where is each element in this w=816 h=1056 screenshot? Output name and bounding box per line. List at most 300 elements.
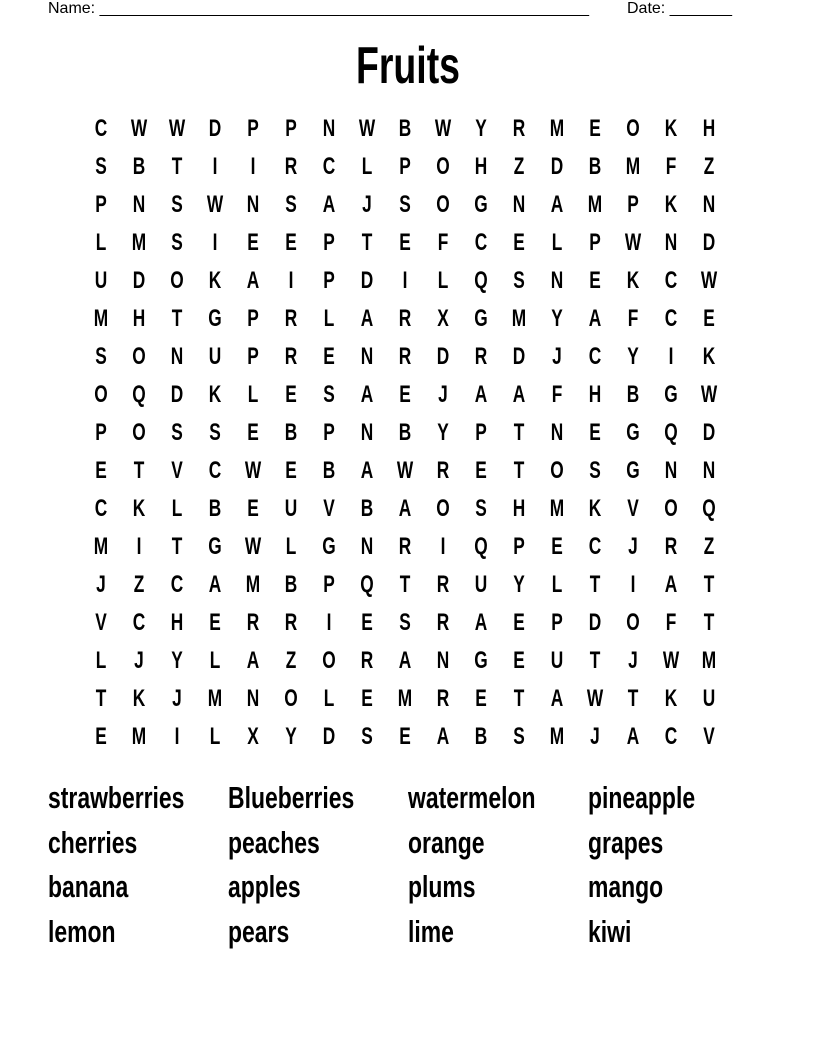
grid-letter: U xyxy=(702,685,716,712)
grid-letter: V xyxy=(95,609,107,636)
grid-letter: B xyxy=(132,153,146,180)
grid-letter: F xyxy=(627,305,639,332)
grid-letter: D xyxy=(702,419,716,446)
grid-letter: B xyxy=(284,419,298,446)
word-list-item: orange xyxy=(408,824,485,860)
word-list-item: banana xyxy=(48,869,129,904)
grid-letter: L xyxy=(551,229,563,256)
grid-letter: S xyxy=(323,381,335,408)
grid-letter: Z xyxy=(285,647,297,674)
grid-letter: J xyxy=(628,647,638,674)
grid-letter: E xyxy=(513,647,525,674)
grid-letter: G xyxy=(474,647,488,674)
grid-letter: E xyxy=(323,343,335,370)
grid-letter: D xyxy=(550,153,564,180)
grid-letter: H xyxy=(474,153,488,180)
grid-letter: O xyxy=(436,191,450,218)
grid-letter: R xyxy=(664,533,678,560)
grid-letter: I xyxy=(630,571,636,598)
grid-letter: K xyxy=(208,381,222,408)
word-list-item: pineapple xyxy=(588,780,696,815)
grid-letter: S xyxy=(209,419,221,446)
grid-letter: Q xyxy=(360,571,374,598)
grid-letter: F xyxy=(437,229,449,256)
grid-letter: E xyxy=(703,305,715,332)
grid-letter: W xyxy=(244,457,262,484)
grid-letter: N xyxy=(512,191,526,218)
grid-letter: I xyxy=(212,153,218,180)
grid-letter: W xyxy=(396,457,414,484)
grid-letter: E xyxy=(513,229,525,256)
grid-letter: Y xyxy=(627,343,639,370)
grid-letter: T xyxy=(133,457,145,484)
grid-letter: E xyxy=(589,267,601,294)
grid-letter: B xyxy=(626,381,640,408)
grid-letter: Q xyxy=(474,533,488,560)
grid-letter: R xyxy=(284,153,298,180)
grid-letter: N xyxy=(664,229,678,256)
grid-letter: H xyxy=(512,495,526,522)
grid-letter: I xyxy=(668,343,674,370)
grid-letter: B xyxy=(360,495,374,522)
date-field-line: Date: _______ xyxy=(627,0,732,17)
grid-letter: O xyxy=(132,343,146,370)
grid-letter: U xyxy=(550,647,564,674)
grid-letter: R xyxy=(284,305,298,332)
name-field-line: Name: _______________________________________________________ xyxy=(48,0,589,17)
grid-letter: P xyxy=(247,305,259,332)
grid-letter: B xyxy=(284,571,298,598)
grid-letter: A xyxy=(436,723,450,750)
grid-letter: K xyxy=(588,495,602,522)
grid-letter: S xyxy=(475,495,487,522)
grid-letter: S xyxy=(399,609,411,636)
grid-letter: B xyxy=(588,153,602,180)
grid-letter: O xyxy=(322,647,336,674)
grid-letter: A xyxy=(626,723,640,750)
grid-letter: A xyxy=(588,305,602,332)
grid-letter: M xyxy=(549,115,565,142)
grid-letter: W xyxy=(662,647,680,674)
grid-letter: S xyxy=(361,723,373,750)
grid-letter: O xyxy=(132,419,146,446)
grid-letter: T xyxy=(627,685,639,712)
grid-letter: N xyxy=(246,685,260,712)
grid-letter: T xyxy=(95,685,107,712)
grid-letter: N xyxy=(170,343,184,370)
grid-letter: C xyxy=(664,305,678,332)
grid-letter: E xyxy=(361,685,373,712)
grid-letter: U xyxy=(208,343,222,370)
grid-letter: R xyxy=(284,343,298,370)
grid-letter: W xyxy=(358,115,376,142)
word-list-item: Blueberries xyxy=(228,780,355,815)
word-list-item: lime xyxy=(408,913,454,949)
grid-letter: V xyxy=(703,723,715,750)
grid-letter: L xyxy=(285,533,297,560)
grid-letter: G xyxy=(474,191,488,218)
grid-letter: I xyxy=(174,723,180,750)
grid-letter: P xyxy=(323,229,335,256)
grid-letter: T xyxy=(361,229,373,256)
grid-letter: G xyxy=(474,305,488,332)
grid-letter: C xyxy=(588,343,602,370)
grid-letter: W xyxy=(586,685,604,712)
grid-letter: J xyxy=(134,647,144,674)
grid-letter: J xyxy=(552,343,562,370)
grid-letter: Q xyxy=(702,495,716,522)
grid-letter: E xyxy=(95,723,107,750)
grid-letter: I xyxy=(288,267,294,294)
grid-letter: R xyxy=(398,305,412,332)
grid-letter: J xyxy=(590,723,600,750)
grid-letter: S xyxy=(513,267,525,294)
grid-letter: D xyxy=(208,115,222,142)
grid-letter: M xyxy=(549,723,565,750)
grid-letter: A xyxy=(246,647,260,674)
grid-letter: B xyxy=(322,457,336,484)
grid-letter: C xyxy=(208,457,222,484)
grid-letter: G xyxy=(322,533,336,560)
grid-letter: R xyxy=(436,571,450,598)
grid-letter: K xyxy=(132,495,146,522)
grid-letter: D xyxy=(702,229,716,256)
grid-letter: C xyxy=(94,495,108,522)
grid-letter: Y xyxy=(285,723,297,750)
grid-letter: N xyxy=(702,191,716,218)
grid-letter: B xyxy=(208,495,222,522)
grid-letter: M xyxy=(701,647,717,674)
grid-letter: I xyxy=(402,267,408,294)
grid-letter: S xyxy=(399,191,411,218)
grid-letter: S xyxy=(95,153,107,180)
grid-letter: M xyxy=(549,495,565,522)
grid-letter: T xyxy=(589,571,601,598)
grid-letter: K xyxy=(664,685,678,712)
grid-letter: D xyxy=(512,343,526,370)
grid-letter: R xyxy=(360,647,374,674)
grid-letter: A xyxy=(360,305,374,332)
grid-letter: Q xyxy=(474,267,488,294)
grid-letter: Z xyxy=(703,153,715,180)
grid-letter: G xyxy=(208,305,222,332)
grid-letter: N xyxy=(550,267,564,294)
grid-letter: N xyxy=(664,457,678,484)
grid-letter: M xyxy=(93,533,109,560)
grid-letter: Y xyxy=(437,419,449,446)
grid-letter: H xyxy=(702,115,716,142)
grid-letter: G xyxy=(664,381,678,408)
grid-letter: A xyxy=(550,685,564,712)
grid-letter: P xyxy=(323,571,335,598)
grid-letter: E xyxy=(285,457,297,484)
grid-letter: K xyxy=(702,343,716,370)
grid-letter: W xyxy=(130,115,148,142)
grid-letter: R xyxy=(398,343,412,370)
grid-letter: G xyxy=(208,533,222,560)
grid-letter: Z xyxy=(513,153,525,180)
grid-letter: P xyxy=(247,115,259,142)
grid-letter: B xyxy=(474,723,488,750)
grid-letter: L xyxy=(323,305,335,332)
grid-letter: A xyxy=(322,191,336,218)
grid-letter: M xyxy=(511,305,527,332)
grid-letter: S xyxy=(171,229,183,256)
grid-letter: U xyxy=(474,571,488,598)
word-list-item: peaches xyxy=(228,824,320,860)
grid-letter: Y xyxy=(513,571,525,598)
grid-letter: E xyxy=(361,609,373,636)
grid-letter: E xyxy=(513,609,525,636)
grid-letter: W xyxy=(168,115,186,142)
grid-letter: T xyxy=(589,647,601,674)
grid-letter: L xyxy=(209,647,221,674)
grid-letter: E xyxy=(475,685,487,712)
grid-letter: T xyxy=(171,533,183,560)
grid-letter: J xyxy=(96,571,106,598)
grid-letter: T xyxy=(703,571,715,598)
grid-letter: V xyxy=(627,495,639,522)
grid-letter: T xyxy=(171,153,183,180)
grid-letter: E xyxy=(475,457,487,484)
grid-letter: W xyxy=(244,533,262,560)
grid-letter: P xyxy=(627,191,639,218)
grid-letter: R xyxy=(246,609,260,636)
grid-letter: O xyxy=(626,115,640,142)
grid-letter: D xyxy=(588,609,602,636)
grid-letter: O xyxy=(436,153,450,180)
grid-letter: W xyxy=(700,381,718,408)
grid-letter: T xyxy=(513,457,525,484)
grid-letter: P xyxy=(399,153,411,180)
grid-letter: Z xyxy=(133,571,145,598)
grid-letter: S xyxy=(589,457,601,484)
grid-letter: P xyxy=(95,419,107,446)
grid-letter: L xyxy=(247,381,259,408)
grid-letter: A xyxy=(360,381,374,408)
grid-letter: C xyxy=(170,571,184,598)
grid-letter: I xyxy=(136,533,142,560)
word-list-item: plums xyxy=(408,869,476,904)
grid-letter: O xyxy=(170,267,184,294)
grid-letter: J xyxy=(438,381,448,408)
grid-letter: X xyxy=(247,723,259,750)
grid-letter: R xyxy=(436,609,450,636)
grid-letter: N xyxy=(246,191,260,218)
grid-letter: D xyxy=(322,723,336,750)
grid-letter: N xyxy=(132,191,146,218)
grid-letter: I xyxy=(250,153,256,180)
grid-letter: M xyxy=(625,153,641,180)
grid-letter: S xyxy=(513,723,525,750)
grid-letter: P xyxy=(589,229,601,256)
word-list-item: grapes xyxy=(588,824,664,860)
grid-letter: A xyxy=(360,457,374,484)
grid-letter: F xyxy=(551,381,563,408)
grid-letter: G xyxy=(626,419,640,446)
grid-letter: U xyxy=(284,495,298,522)
grid-letter: O xyxy=(664,495,678,522)
grid-letter: H xyxy=(132,305,146,332)
grid-letter: O xyxy=(550,457,564,484)
grid-letter: N xyxy=(702,457,716,484)
grid-letter: O xyxy=(284,685,298,712)
grid-letter: M xyxy=(397,685,413,712)
grid-letter: T xyxy=(513,685,525,712)
grid-letter: T xyxy=(399,571,411,598)
grid-letter: U xyxy=(94,267,108,294)
grid-letter: X xyxy=(437,305,449,332)
grid-letter: A xyxy=(208,571,222,598)
grid-letter: P xyxy=(323,419,335,446)
grid-letter: B xyxy=(398,419,412,446)
grid-letter: E xyxy=(589,419,601,446)
grid-letter: K xyxy=(664,115,678,142)
grid-letter: P xyxy=(285,115,297,142)
grid-letter: M xyxy=(587,191,603,218)
grid-letter: L xyxy=(551,571,563,598)
word-list-item: lemon xyxy=(48,913,116,949)
grid-letter: R xyxy=(398,533,412,560)
grid-letter: S xyxy=(95,343,107,370)
grid-letter: T xyxy=(703,609,715,636)
grid-letter: B xyxy=(398,115,412,142)
grid-letter: R xyxy=(436,457,450,484)
grid-letter: E xyxy=(285,381,297,408)
grid-letter: E xyxy=(247,495,259,522)
grid-letter: W xyxy=(206,191,224,218)
grid-letter: A xyxy=(398,495,412,522)
grid-letter: Y xyxy=(475,115,487,142)
grid-letter: E xyxy=(285,229,297,256)
grid-letter: V xyxy=(323,495,335,522)
grid-letter: L xyxy=(95,229,107,256)
grid-letter: A xyxy=(474,609,488,636)
grid-letter: F xyxy=(665,153,677,180)
grid-letter: S xyxy=(285,191,297,218)
grid-letter: E xyxy=(247,419,259,446)
grid-letter: Y xyxy=(171,647,183,674)
word-list-item: cherries xyxy=(48,824,138,860)
grid-letter: A xyxy=(246,267,260,294)
grid-letter: C xyxy=(474,229,488,256)
grid-letter: D xyxy=(360,267,374,294)
grid-letter: L xyxy=(361,153,373,180)
grid-letter: H xyxy=(588,381,602,408)
grid-letter: C xyxy=(664,723,678,750)
grid-letter: A xyxy=(512,381,526,408)
grid-letter: J xyxy=(172,685,182,712)
word-list-item: kiwi xyxy=(588,913,632,949)
grid-letter: D xyxy=(132,267,146,294)
grid-letter: Z xyxy=(703,533,715,560)
grid-letter: K xyxy=(664,191,678,218)
grid-letter: I xyxy=(326,609,332,636)
grid-letter: G xyxy=(626,457,640,484)
grid-letter: P xyxy=(475,419,487,446)
grid-letter: P xyxy=(551,609,563,636)
grid-letter: E xyxy=(589,115,601,142)
word-list-item: strawberries xyxy=(48,780,185,815)
grid-letter: W xyxy=(624,229,642,256)
grid-letter: T xyxy=(513,419,525,446)
grid-letter: L xyxy=(95,647,107,674)
grid-letter: N xyxy=(360,343,374,370)
grid-letter: F xyxy=(665,609,677,636)
grid-letter: R xyxy=(512,115,526,142)
word-list-item: pears xyxy=(228,913,290,949)
grid-letter: L xyxy=(437,267,449,294)
grid-letter: E xyxy=(247,229,259,256)
grid-letter: C xyxy=(94,115,108,142)
grid-letter: P xyxy=(323,267,335,294)
grid-letter: H xyxy=(170,609,184,636)
word-list xyxy=(48,778,768,956)
grid-letter: N xyxy=(360,533,374,560)
grid-letter: W xyxy=(700,267,718,294)
grid-letter: Q xyxy=(664,419,678,446)
grid-letter: N xyxy=(322,115,336,142)
grid-letter: O xyxy=(94,381,108,408)
grid-letter: Q xyxy=(132,381,146,408)
grid-letter: Y xyxy=(551,305,563,332)
grid-letter: O xyxy=(626,609,640,636)
grid-letter: I xyxy=(440,533,446,560)
grid-letter: S xyxy=(171,419,183,446)
grid-letter: M xyxy=(131,229,147,256)
grid-letter: A xyxy=(398,647,412,674)
grid-letter: P xyxy=(513,533,525,560)
grid-letter: P xyxy=(95,191,107,218)
grid-letter: M xyxy=(245,571,261,598)
grid-letter: C xyxy=(322,153,336,180)
grid-letter: R xyxy=(474,343,488,370)
grid-letter: E xyxy=(399,381,411,408)
grid-letter: L xyxy=(323,685,335,712)
grid-letter: V xyxy=(171,457,183,484)
grid-letter: K xyxy=(626,267,640,294)
grid-letter: A xyxy=(474,381,488,408)
grid-letter: N xyxy=(436,647,450,674)
grid-letter: N xyxy=(550,419,564,446)
grid-letter: C xyxy=(132,609,146,636)
grid-letter: A xyxy=(550,191,564,218)
grid-letter: P xyxy=(247,343,259,370)
grid-letter: E xyxy=(95,457,107,484)
grid-letter: A xyxy=(664,571,678,598)
word-search-grid xyxy=(82,110,728,756)
grid-letter: E xyxy=(399,229,411,256)
grid-letter: L xyxy=(209,723,221,750)
grid-letter: N xyxy=(360,419,374,446)
grid-letter: M xyxy=(207,685,223,712)
grid-letter: M xyxy=(131,723,147,750)
grid-letter: O xyxy=(436,495,450,522)
grid-letter: R xyxy=(436,685,450,712)
grid-letter: J xyxy=(628,533,638,560)
grid-letter: J xyxy=(362,191,372,218)
grid-letter: D xyxy=(436,343,450,370)
page-title: Fruits xyxy=(355,37,460,95)
grid-letter: E xyxy=(551,533,563,560)
grid-letter: C xyxy=(588,533,602,560)
grid-letter: E xyxy=(209,609,221,636)
grid-letter: T xyxy=(171,305,183,332)
grid-letter: R xyxy=(284,609,298,636)
grid-letter: S xyxy=(171,191,183,218)
grid-letter: W xyxy=(434,115,452,142)
grid-letter: L xyxy=(171,495,183,522)
